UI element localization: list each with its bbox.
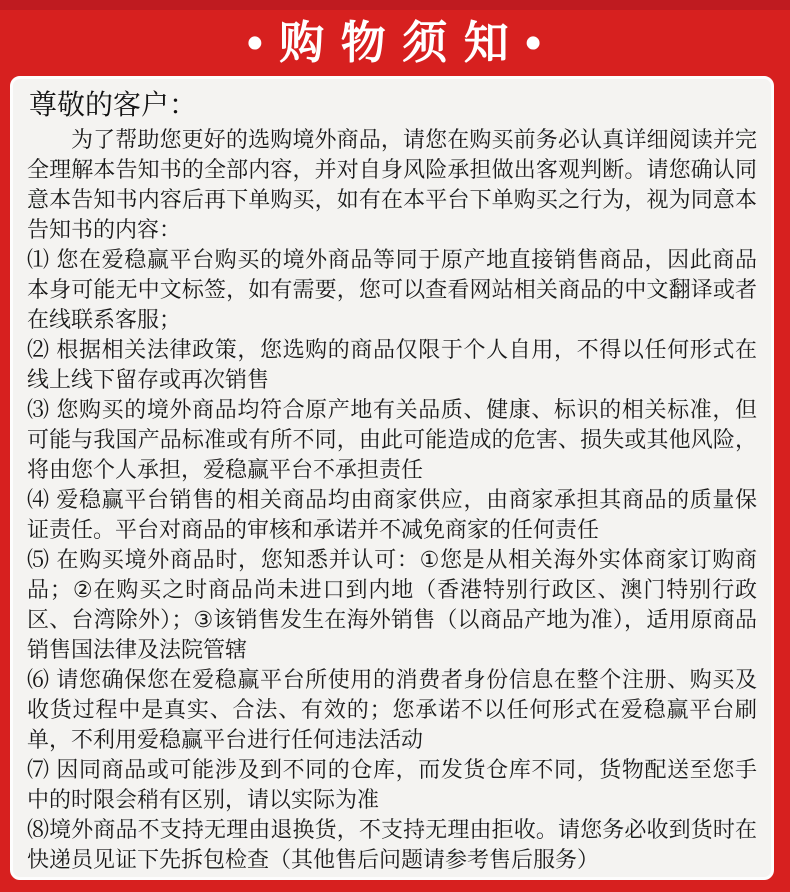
page-title: • 购 物 须 知 • <box>246 16 544 68</box>
notice-item-5: ⑸ 在购买境外商品时，您知悉并认可：①您是从相关海外实体商家订购商品；②在购买之时商品尚未进口到内地（香港特别行政区、澳门特别行政区、台湾除外）；③该销售发生在海外销售（以商品产地为准），适用原商品销售国法律及法院管辖 <box>27 547 757 662</box>
notice-item-1: ⑴ 您在爱稳赢平台购买的境外商品等同于原产地直接销售商品，因此商品本身可能无中文标签，如有需要，您可以查看网站相关商品的中文翻译或者在线联系客服； <box>27 247 757 332</box>
notice-item-4: ⑷ 爱稳赢平台销售的相关商品均由商家供应，由商家承担其商品的质量保证责任。平台对商品的审核和承诺并不减免商家的任何责任 <box>27 487 757 542</box>
notice-intro-paragraph: 为了帮助您更好的选购境外商品，请您在购买前务必认真详细阅读并完全理解本告知书的全部内容，并对自身风险承担做出客观判断。请您确认同意本告知书内容后再下单购买，如有在本平台下单购买之行为，视为同意本告知书的内容： <box>27 127 757 242</box>
notice-body <box>27 125 757 875</box>
notice-item-3: ⑶ 您购买的境外商品均符合原产地有关品质、健康、标识的相关标准，但可能与我国产品标准或有所不同，由此可能造成的危害、损失或其他风险，将由您个人承担，爱稳赢平台不承担责任 <box>27 397 757 482</box>
notice-item-2: ⑵ 根据相关法律政策，您选购的商品仅限于个人自用，不得以任何形式在线上线下留存或再次销售 <box>27 337 757 392</box>
banner <box>0 10 790 74</box>
notice-item-6: ⑹ 请您确保您在爱稳赢平台所使用的消费者身份信息在整个注册、购买及收货过程中是真实、合法、有效的；您承诺不以任何形式在爱稳赢平台刷单，不利用爱稳赢平台进行任何违法活动 <box>27 667 757 752</box>
salutation-heading: 尊敬的客户： <box>29 89 198 120</box>
top-accent-strip <box>0 0 790 10</box>
notice-item-8: ⑻境外商品不支持无理由退换货，不支持无理由拒收。请您务必收到货时在快递员见证下先拆包检查（其他售后问题请参考售后服务） <box>27 817 757 872</box>
notice-panel <box>10 76 774 880</box>
notice-item-7: ⑺ 因同商品或可能涉及到不同的仓库，而发货仓库不同，货物配送至您手中的时限会稍有区别，请以实际为准 <box>27 757 757 812</box>
